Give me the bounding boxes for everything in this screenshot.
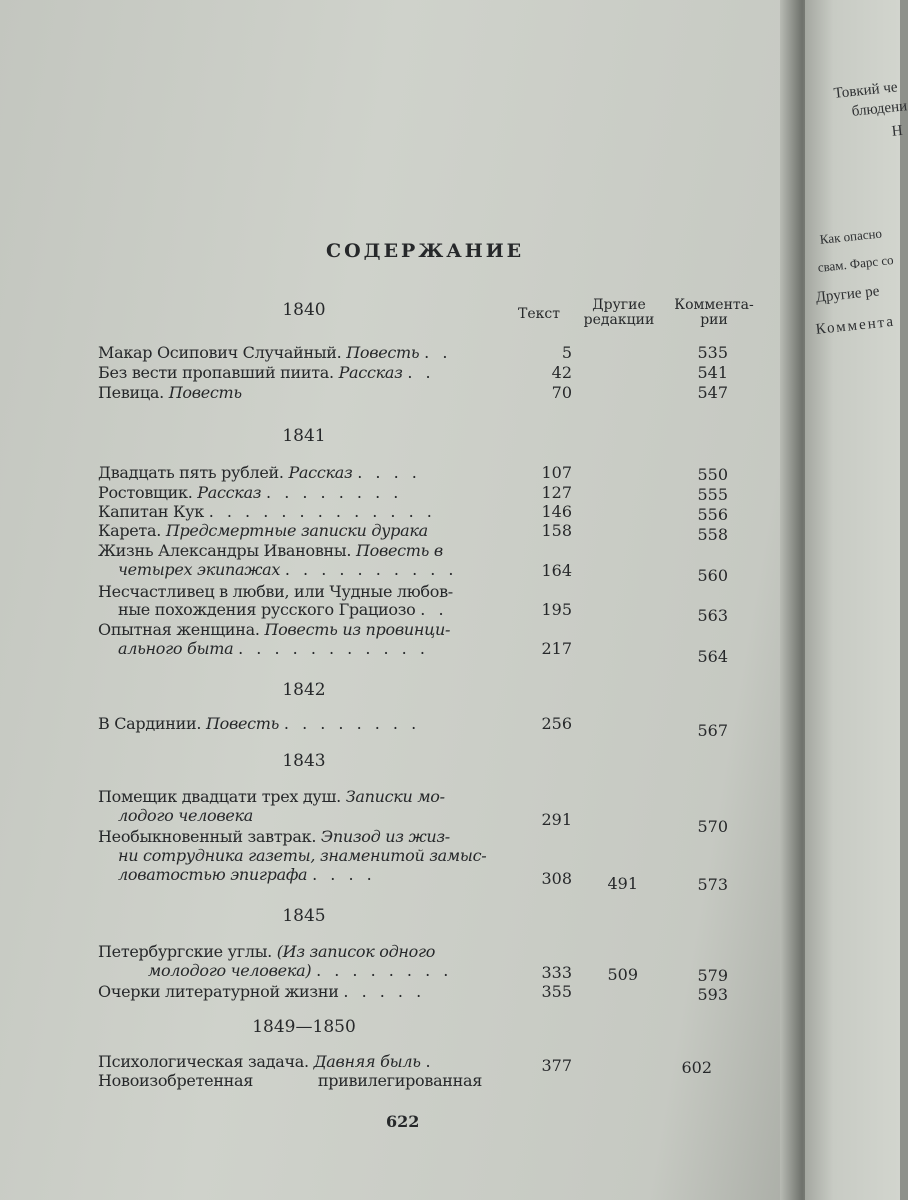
column-header-text: Текст [518, 306, 560, 322]
entry-genre: ни сотрудника газеты, знаменитой замыс- [118, 846, 487, 865]
entry-genre: Повесть [346, 343, 420, 362]
entry-title: Помещик двадцати трех душ. [98, 787, 341, 806]
toc-entry [98, 982, 425, 1001]
entry-genre: Рассказ [288, 463, 353, 482]
toc-entry [98, 363, 435, 382]
toc-entry [98, 714, 420, 733]
comment-page: 558 [697, 525, 728, 544]
entry-title: Психологическая задача. [98, 1052, 309, 1071]
leader-dots: . [425, 1052, 435, 1071]
entry-genre: ловатостью эпиграфа [118, 865, 308, 884]
year-heading: 1849—1850 [252, 1017, 356, 1037]
text-page: 308 [541, 869, 572, 888]
year-heading: 1840 [282, 300, 326, 320]
entry-genre: Записки мо- [345, 787, 445, 806]
entry-title: Ростовщик. [98, 483, 193, 502]
text-page: 107 [541, 463, 572, 482]
toc-entry-continuation [118, 865, 376, 884]
toc-entry [98, 343, 451, 362]
comment-page: 567 [697, 721, 728, 740]
right-page-text: Товкий че [833, 79, 899, 102]
text-page: 158 [541, 521, 572, 540]
right-page-text: Как опасно [819, 225, 883, 247]
leader-dots: . . . . [357, 463, 421, 482]
comment-page: 547 [697, 383, 728, 402]
entry-genre: Давняя быль [313, 1052, 421, 1071]
toc-entry-continuation [118, 600, 448, 619]
column-header-other-line2: редакции [583, 312, 655, 328]
entry-genre: Эпизод из жиз- [320, 827, 450, 846]
toc-entry [98, 483, 402, 502]
year-heading: 1843 [282, 751, 326, 771]
comment-page: 535 [697, 343, 728, 362]
right-page-text: свам. Фарс со [817, 252, 895, 275]
entry-genre: Повесть в [355, 541, 443, 560]
comment-page: 602 [681, 1058, 712, 1077]
entry-genre: ального быта [118, 639, 234, 658]
toc-entry [98, 787, 445, 806]
other-editions-page: 509 [607, 965, 638, 984]
toc-entry-continuation [148, 961, 452, 980]
text-page: 377 [541, 1056, 572, 1075]
text-page: 127 [541, 483, 572, 502]
entry-title: В Сардинии. [98, 714, 202, 733]
column-header-comments-line1: Коммента- [674, 297, 754, 313]
entry-title: Необыкновенный завтрак. [98, 827, 317, 846]
text-page: 333 [541, 963, 572, 982]
leader-dots: . . . . . . . . [266, 483, 403, 502]
entry-title: Несчастливец в любви, или Чудные любов- [98, 582, 453, 601]
toc-entry [98, 383, 242, 402]
entry-title: Макар Осипович Случайный. [98, 343, 342, 362]
text-page: 164 [541, 561, 572, 580]
text-page: 355 [541, 982, 572, 1001]
leader-dots: . . . . . [343, 982, 426, 1001]
right-page-text: Коммента [815, 313, 896, 338]
comment-page: 579 [697, 966, 728, 985]
entry-genre: Рассказ [197, 483, 262, 502]
comment-page: 556 [697, 505, 728, 524]
right-page-text: Другие ре [815, 283, 881, 306]
entry-title: Опытная женщина. [98, 620, 260, 639]
leader-dots: . . . . [312, 865, 376, 884]
text-page: 146 [541, 502, 572, 521]
comment-page: 573 [697, 875, 728, 894]
column-header-other-editions [578, 298, 660, 328]
entry-genre: Рассказ [338, 363, 403, 382]
comment-page: 550 [697, 465, 728, 484]
comment-page: 555 [697, 485, 728, 504]
entry-genre: Повесть [168, 383, 242, 402]
right-page-text: Н [891, 122, 904, 140]
text-page: 256 [541, 714, 572, 733]
text-page: 70 [551, 383, 572, 402]
entry-title: Новоизобретенная привилегированная [98, 1071, 483, 1090]
entry-title: Петербургские углы. [98, 942, 272, 961]
toc-entry [98, 521, 428, 540]
toc-entry [98, 463, 421, 482]
comment-page: 593 [697, 985, 728, 1004]
comment-page: 564 [697, 647, 728, 666]
other-editions-page: 491 [607, 874, 638, 893]
toc-entry [98, 620, 450, 639]
toc-entry [98, 942, 435, 961]
toc-entry [98, 541, 443, 560]
year-heading: 1842 [282, 680, 326, 700]
toc-entry-continuation [118, 846, 486, 865]
column-header-comments [670, 298, 758, 328]
entry-genre: (Из записок одного [276, 942, 436, 961]
leader-dots: . . . . . . . . . . [284, 560, 458, 579]
entry-title: Капитан Кук [98, 502, 204, 521]
text-page: 5 [561, 343, 572, 362]
entry-genre: лодого человека [118, 806, 254, 825]
toc-entry [98, 1071, 482, 1090]
text-page: 42 [551, 363, 572, 382]
leader-dots: . . . . . . . . . . . . . [208, 502, 436, 521]
column-header-comments-line2: рии [700, 312, 728, 328]
entry-title: Двадцать пять рублей. [98, 463, 284, 482]
comment-page: 560 [697, 566, 728, 585]
toc-entry [98, 502, 436, 521]
right-page-edge [805, 0, 908, 1200]
entry-genre: Предсмертные записки дурака [165, 521, 428, 540]
entry-title: Без вести пропавший пиита. [98, 363, 334, 382]
leader-dots: . . . . . . . . . . . [238, 639, 429, 658]
text-page: 195 [541, 600, 572, 619]
entry-title: Жизнь Александры Ивановны. [98, 541, 352, 560]
leader-dots: . . [420, 600, 448, 619]
entry-genre: четырех экипажах [118, 560, 281, 579]
leader-dots: . . . . . . . . [316, 961, 453, 980]
entry-genre: молодого человека) [148, 961, 312, 980]
leader-dots: . . [424, 343, 452, 362]
page-number: 622 [386, 1112, 420, 1131]
toc-entry-continuation [118, 806, 253, 825]
year-heading: 1845 [282, 906, 326, 926]
entry-genre: Повесть [205, 714, 280, 733]
text-page: 291 [541, 810, 572, 829]
toc-entry [98, 827, 450, 846]
entry-title: ные похождения русского Грациозо [118, 600, 416, 619]
entry-title: Певица. [98, 383, 164, 402]
toc-entry-continuation [118, 560, 458, 579]
toc-entry [98, 1052, 435, 1071]
column-header-other-line1: Другие [592, 297, 646, 313]
right-page-text: блюдени [851, 98, 908, 120]
comment-page: 563 [697, 606, 728, 625]
leader-dots: . . . . . . . . [283, 714, 421, 733]
entry-genre: Повесть из провинци- [264, 620, 451, 639]
entry-title: Очерки литературной жизни [98, 982, 339, 1001]
comment-page: 541 [697, 363, 728, 382]
toc-entry-continuation [118, 639, 429, 658]
comment-page: 570 [697, 817, 728, 836]
leader-dots: . . [407, 363, 435, 382]
entry-title: Карета. [98, 521, 162, 540]
text-page: 217 [541, 639, 572, 658]
year-heading: 1841 [282, 426, 326, 446]
page-heading: СОДЕРЖАНИЕ [326, 240, 525, 262]
toc-entry [98, 582, 453, 601]
